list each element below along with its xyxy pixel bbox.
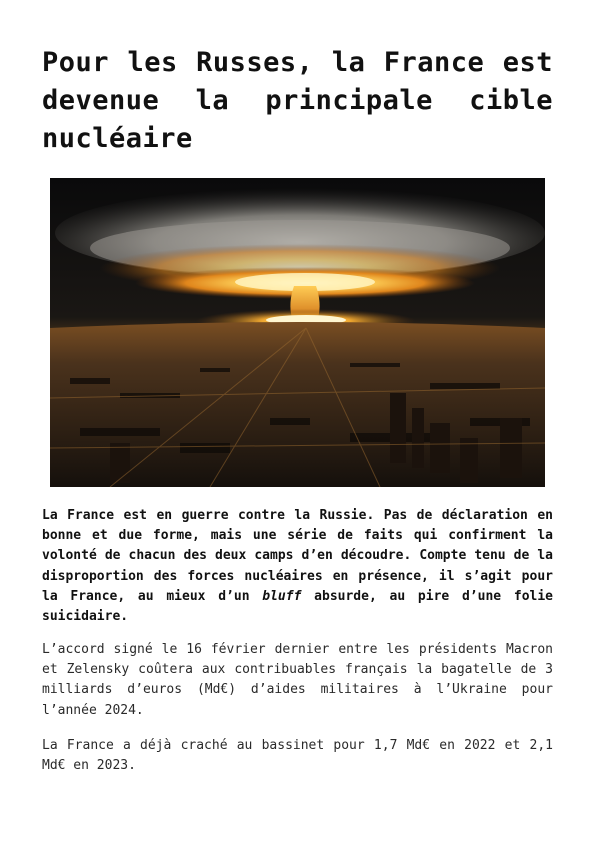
lead-emphasis: bluff [262, 588, 302, 604]
article-lead [42, 506, 553, 627]
article-title: Pour les Russes, la France est devenue la principale cible nucléaire [42, 47, 553, 154]
article-paragraph: La France a déjà craché au bassinet pour 1,7 Md€ en 2022 et 2,1 Md€ en 2023. [42, 738, 553, 774]
lead-text-start: La France est en guerre contre la Russie. Pas de déclaration en bonne et due forme, mais une série de faits qui confirment la volonté de chacun des deux camps d’en découdre. Compte tenu de la disproportion des forces nucléaires en présence, il s’agit pour la France, au mieux d’un [42, 508, 553, 604]
article-paragraph: L’accord signé le 16 février dernier entre les présidents Macron et Zelensky coûtera aux contribuables français la bagatelle de 3 milliards d’euros (Md€) d’aides militaires à l’Ukraine pour l’année 2024. [42, 642, 553, 718]
article-hero-image [50, 178, 545, 487]
article [42, 44, 553, 774]
lead-text-end: absurde, au pire d’une folie suicidaire. [42, 588, 553, 625]
mushroom-cloud-illustration [50, 178, 545, 487]
